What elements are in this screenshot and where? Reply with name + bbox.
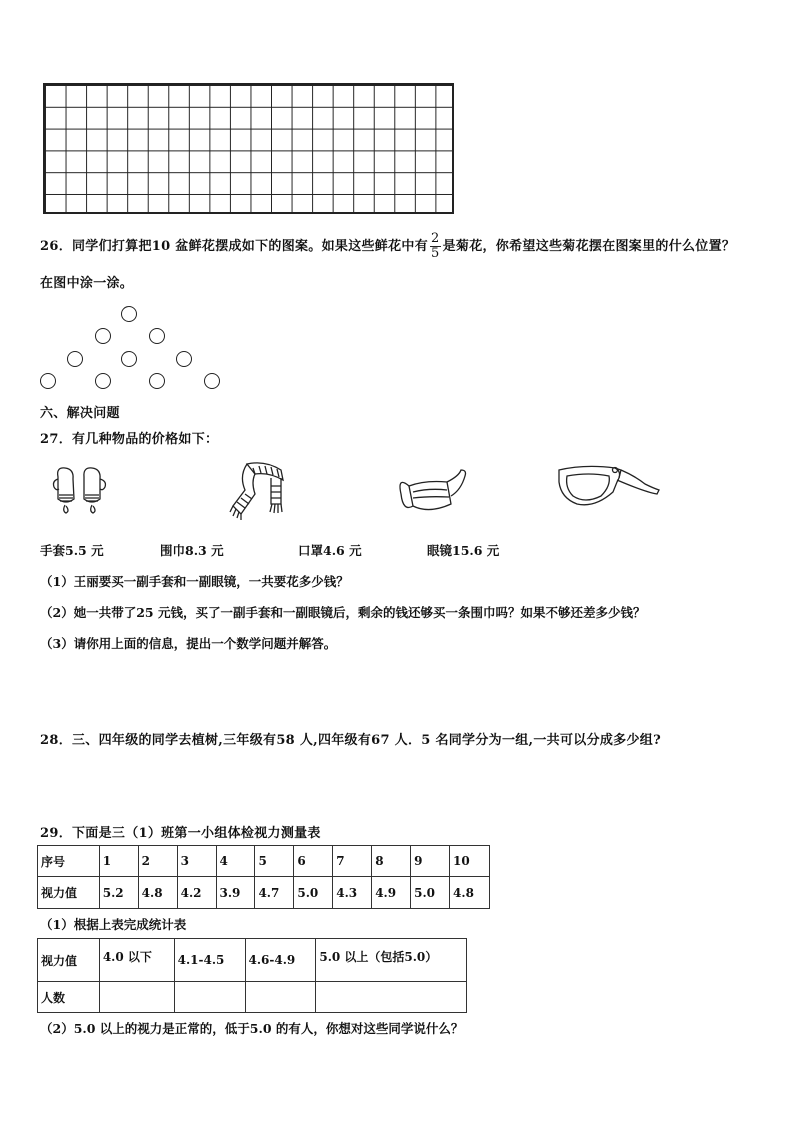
- table-cell: 10: [450, 846, 490, 877]
- question-26-text-a: 26．同学们打算把10 盆鲜花摆成如下的图案。如果这些鲜花中有: [40, 239, 429, 254]
- answer-cell[interactable]: [174, 982, 245, 1013]
- table-cell: 5.2: [99, 877, 138, 909]
- flower-circle[interactable]: [204, 373, 220, 389]
- flower-circle[interactable]: [121, 351, 137, 367]
- answer-cell[interactable]: [316, 982, 467, 1013]
- question-27-sub1: （1）王丽要买一副手套和一副眼镜，一共要花多少钱？: [40, 574, 349, 589]
- price-glasses: 眼镜15.6 元: [427, 543, 500, 558]
- table-cell: 6: [294, 846, 333, 877]
- answer-cell[interactable]: [245, 982, 316, 1013]
- flower-circle[interactable]: [149, 373, 165, 389]
- table-cell: 5.0 以上（包括5.0）: [316, 939, 467, 982]
- price-mask: 口罩4.6 元: [298, 543, 362, 558]
- flower-circle[interactable]: [40, 373, 56, 389]
- flower-circle[interactable]: [149, 328, 165, 344]
- fraction-two-fifths: $\frac{2}{5}$: [431, 231, 440, 261]
- question-29-title: 29．下面是三（1）班第一小组体检视力测量表: [40, 826, 321, 841]
- table-row: [38, 982, 467, 1013]
- flower-circle[interactable]: [95, 328, 111, 344]
- table-cell: 4.2: [177, 877, 216, 909]
- table-cell: 3.9: [216, 877, 255, 909]
- table-cell: 4.1-4.5: [174, 939, 245, 982]
- flower-circle[interactable]: [67, 351, 83, 367]
- question-28: 28．三、四年级的同学去植树,三年级有58 人,四年级有67 人．5 名同学分为一组,一共可以分成多少组?: [40, 733, 661, 748]
- question-29-sub1: （1）根据上表完成统计表: [40, 917, 187, 932]
- table-cell: 4.8: [138, 877, 177, 909]
- table-row: [38, 877, 490, 909]
- flower-circle[interactable]: [95, 373, 111, 389]
- table-cell: 3: [177, 846, 216, 877]
- table-cell: 5.0: [411, 877, 450, 909]
- table-cell: 4: [216, 846, 255, 877]
- glasses-icon: [555, 464, 663, 520]
- table-cell: 视力值: [38, 877, 100, 909]
- table-cell: 视力值: [38, 939, 100, 982]
- flower-circle[interactable]: [121, 306, 137, 322]
- flower-circle[interactable]: [176, 351, 192, 367]
- question-26-instruction: 在图中涂一涂。: [40, 276, 134, 291]
- vision-table: [37, 845, 490, 909]
- table-cell: 4.0 以下: [99, 939, 174, 982]
- table-cell: 1: [99, 846, 138, 877]
- answer-cell[interactable]: [99, 982, 174, 1013]
- table-cell: 9: [411, 846, 450, 877]
- scarf-icon: [225, 460, 287, 522]
- question-27-sub2: （2）她一共带了25 元钱，买了一副手套和一副眼镜后，剩余的钱还够买一条围巾吗？如果不够还差多少钱？: [40, 605, 646, 620]
- table-cell: 2: [138, 846, 177, 877]
- table-cell: 4.7: [255, 877, 294, 909]
- table-cell: 4.3: [333, 877, 372, 909]
- price-mittens: 手套5.5 元: [40, 543, 104, 558]
- mittens-icon: [50, 465, 112, 521]
- table-cell: 4.9: [372, 877, 411, 909]
- question-27-sub3: （3）请你用上面的信息，提出一个数学问题并解答。: [40, 636, 337, 651]
- question-27-title: 27．有几种物品的价格如下：: [40, 432, 219, 447]
- section-heading: 六、解决问题: [40, 406, 120, 421]
- mask-icon: [395, 466, 471, 524]
- question-29-sub2: （2）5.0 以上的视力是正常的，低于5.0 的有人，你想对这些同学说什么？: [40, 1021, 464, 1036]
- table-cell: 5.0: [294, 877, 333, 909]
- writing-grid: [43, 83, 454, 214]
- price-scarf: 围巾8.3 元: [160, 543, 224, 558]
- stats-table: [37, 938, 467, 1013]
- table-cell: 序号: [38, 846, 100, 877]
- table-cell: 人数: [38, 982, 100, 1013]
- table-row: [38, 939, 467, 982]
- table-cell: 5: [255, 846, 294, 877]
- table-cell: 4.6-4.9: [245, 939, 316, 982]
- table-cell: 7: [333, 846, 372, 877]
- table-row: [38, 846, 490, 877]
- table-cell: 4.8: [450, 877, 490, 909]
- question-26: [40, 232, 735, 261]
- question-26-text-b: 是菊花，你希望这些菊花摆在图案里的什么位置？: [442, 239, 736, 254]
- table-cell: 8: [372, 846, 411, 877]
